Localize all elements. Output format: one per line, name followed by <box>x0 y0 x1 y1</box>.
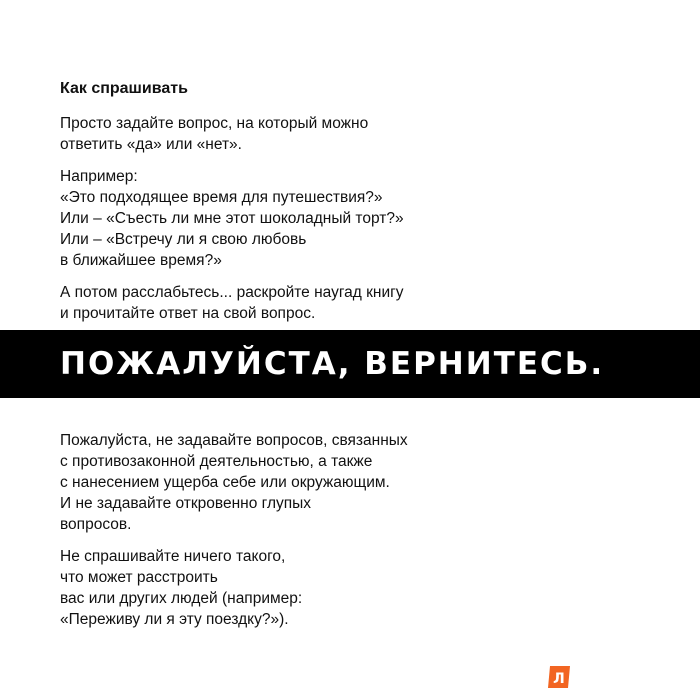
text-line: ответить «да» или «нет». <box>60 136 242 153</box>
text-line: И не задавайте откровенно глупых <box>60 495 312 512</box>
text-line: вопросов. <box>60 516 132 533</box>
text-line: вас или других людей (например: <box>60 590 303 607</box>
publisher-logo-icon <box>546 664 572 690</box>
relax-paragraph <box>60 282 580 324</box>
banner-title: ПОЖАЛУЙСТА, ВЕРНИТЕСЬ. <box>60 346 605 382</box>
banner <box>0 330 700 398</box>
text-line: Или – «Встречу ли я свою любовь <box>60 231 307 248</box>
text-line: что может расстроить <box>60 569 218 586</box>
text-line: с нанесением ущерба себе или окружающим. <box>60 474 390 491</box>
text-line: А потом расслабьтесь... раскройте наугад книгу <box>60 284 404 301</box>
text-line: и прочитайте ответ на свой вопрос. <box>60 305 316 322</box>
please-section <box>60 430 580 641</box>
text-line: Просто задайте вопрос, на который можно <box>60 115 369 132</box>
examples-paragraph <box>60 166 580 271</box>
warning-paragraph <box>60 430 580 535</box>
caution-paragraph <box>60 546 580 630</box>
text-line: с противозаконной деятельностью, а также <box>60 453 373 470</box>
text-line: в ближайшее время?» <box>60 252 222 269</box>
text-line: «Переживу ли я эту поездку?»). <box>60 611 289 628</box>
text-line: Например: <box>60 168 138 185</box>
text-line: «Это подходящее время для путешествия?» <box>60 189 383 206</box>
text-line: Или – «Съесть ли мне этот шоколадный торт?» <box>60 210 404 227</box>
section-heading: Как спрашивать <box>60 80 188 97</box>
svg-text:Л: Л <box>553 671 565 687</box>
text-line: Пожалуйста, не задавайте вопросов, связанных <box>60 432 408 449</box>
how-to-ask-section <box>60 78 580 335</box>
instruction-paragraph <box>60 113 580 155</box>
text-line: Не спрашивайте ничего такого, <box>60 548 286 565</box>
